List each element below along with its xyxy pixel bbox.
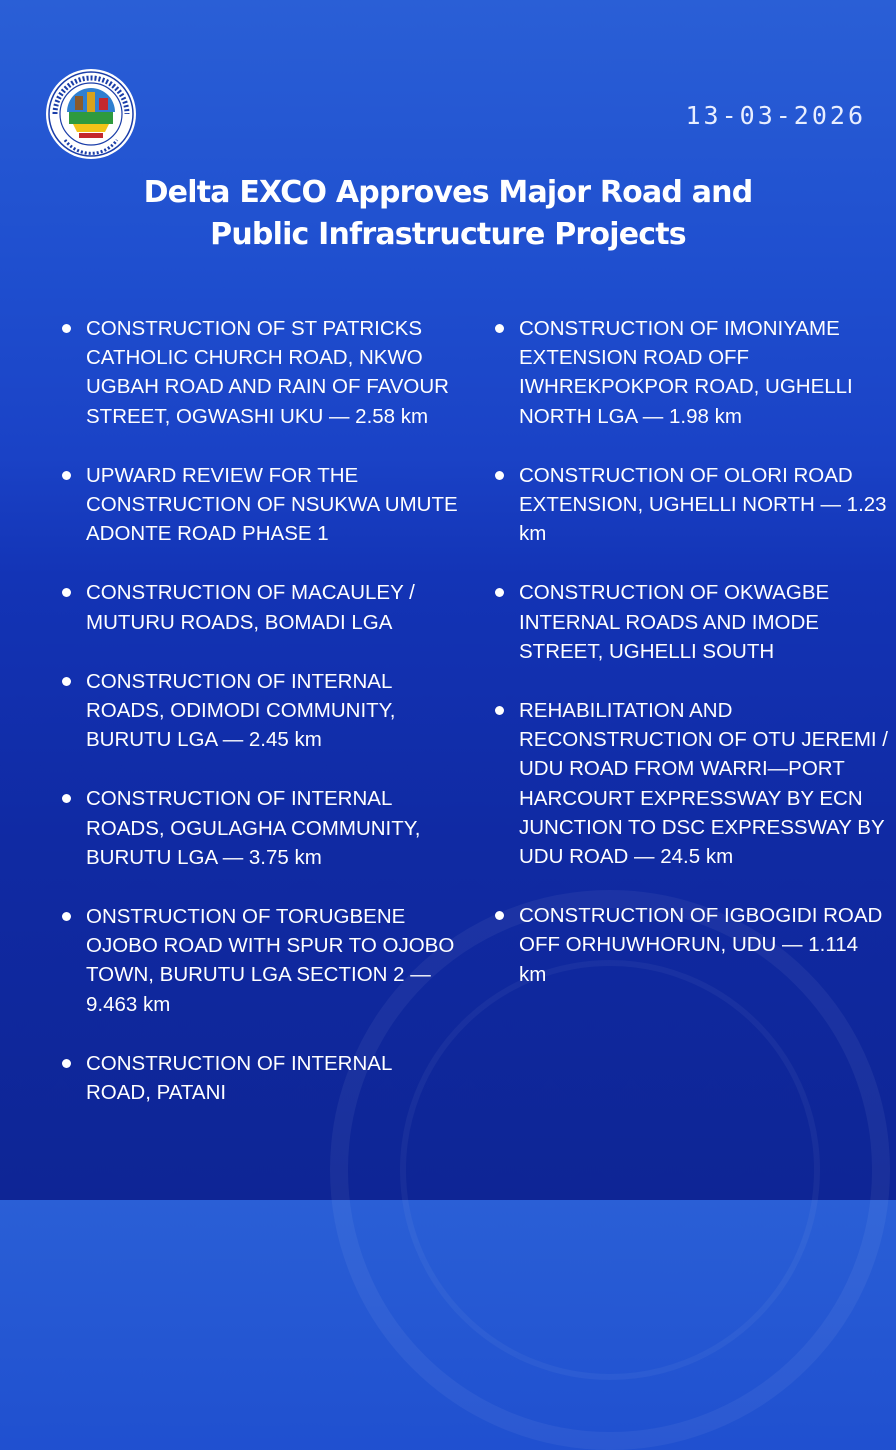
bullet-icon bbox=[495, 471, 504, 480]
date-label: 13-03-2026 bbox=[685, 101, 866, 130]
project-item bbox=[495, 696, 890, 871]
right-projects-list bbox=[495, 314, 890, 1019]
bullet-icon bbox=[495, 324, 504, 333]
bullet-icon bbox=[62, 677, 71, 686]
project-text: UPWARD REVIEW FOR THE CONSTRUCTION OF NSUKWA UMUTE ADONTE ROAD PHASE 1 bbox=[86, 463, 458, 546]
bullet-icon bbox=[62, 794, 71, 803]
project-item bbox=[495, 578, 890, 666]
project-text: CONSTRUCTION OF INTERNAL ROAD, PATANI bbox=[86, 1051, 392, 1105]
project-item bbox=[495, 461, 890, 549]
project-text: CONSTRUCTION OF MACAULEY / MUTURU ROADS, BOMADI LGA bbox=[86, 581, 415, 634]
project-text: CONSTRUCTION OF OKWAGBE INTERNAL ROADS AND IMODE STREET, UGHELLI SOUTH bbox=[519, 581, 830, 663]
bullet-icon bbox=[62, 1059, 71, 1068]
project-text: CONSTRUCTION OF OLORI ROAD EXTENSION, UGHELLI NORTH — 1.23 km bbox=[519, 463, 887, 546]
project-item bbox=[62, 902, 462, 1019]
project-item bbox=[495, 314, 890, 431]
bullet-icon bbox=[62, 588, 71, 597]
project-text: CONSTRUCTION OF IGBOGIDI ROAD OFF ORHUWHORUN, UDU — 1.114 km bbox=[519, 904, 883, 986]
project-text: CONSTRUCTION OF ST PATRICKS CATHOLIC CHURCH ROAD, NKWO UGBAH ROAD AND RAIN OF FAVOUR STREET, OGWASHI UKU — 2.58 km bbox=[86, 317, 449, 428]
headline-line-1: Delta EXCO Approves Major Road and bbox=[143, 175, 753, 210]
bullet-icon bbox=[495, 706, 504, 715]
project-item bbox=[62, 578, 462, 636]
headline-line-2: Public Infrastructure Projects bbox=[210, 217, 686, 252]
project-item bbox=[62, 1049, 462, 1107]
left-projects-list bbox=[62, 314, 462, 1137]
project-text: REHABILITATION AND RECONSTRUCTION OF OTU JEREMI / UDU ROAD FROM WARRI—PORT HARCOURT EXPRESSWAY BY ECN JUNCTION TO DSC EXPRESSWAY BY UDU ROAD — 24.5 km bbox=[519, 699, 888, 869]
bullet-icon bbox=[62, 912, 71, 921]
bullet-icon bbox=[495, 588, 504, 597]
project-item bbox=[62, 314, 462, 431]
project-item bbox=[62, 784, 462, 872]
project-text: CONSTRUCTION OF INTERNAL ROADS, OGULAGHA COMMUNITY, BURUTU LGA — 3.75 km bbox=[86, 787, 421, 869]
background-seal-inner-ring bbox=[400, 960, 820, 1380]
delta-state-seal-logo bbox=[45, 68, 137, 160]
project-text: CONSTRUCTION OF IMONIYAME EXTENSION ROAD OFF IWHREKPOKPOR ROAD, UGHELLI NORTH LGA — 1.98 km bbox=[519, 317, 853, 428]
project-item bbox=[495, 901, 890, 989]
bullet-icon bbox=[62, 471, 71, 480]
project-item bbox=[62, 461, 462, 549]
project-item bbox=[62, 667, 462, 755]
project-text: ONSTRUCTION OF TORUGBENE OJOBO ROAD WITH SPUR TO OJOBO TOWN, BURUTU LGA SECTION 2 — 9.463 km bbox=[86, 905, 455, 1016]
bullet-icon bbox=[62, 324, 71, 333]
project-text: CONSTRUCTION OF INTERNAL ROADS, ODIMODI COMMUNITY, BURUTU LGA — 2.45 km bbox=[86, 669, 396, 752]
bullet-icon bbox=[495, 911, 504, 920]
headline bbox=[0, 172, 896, 256]
